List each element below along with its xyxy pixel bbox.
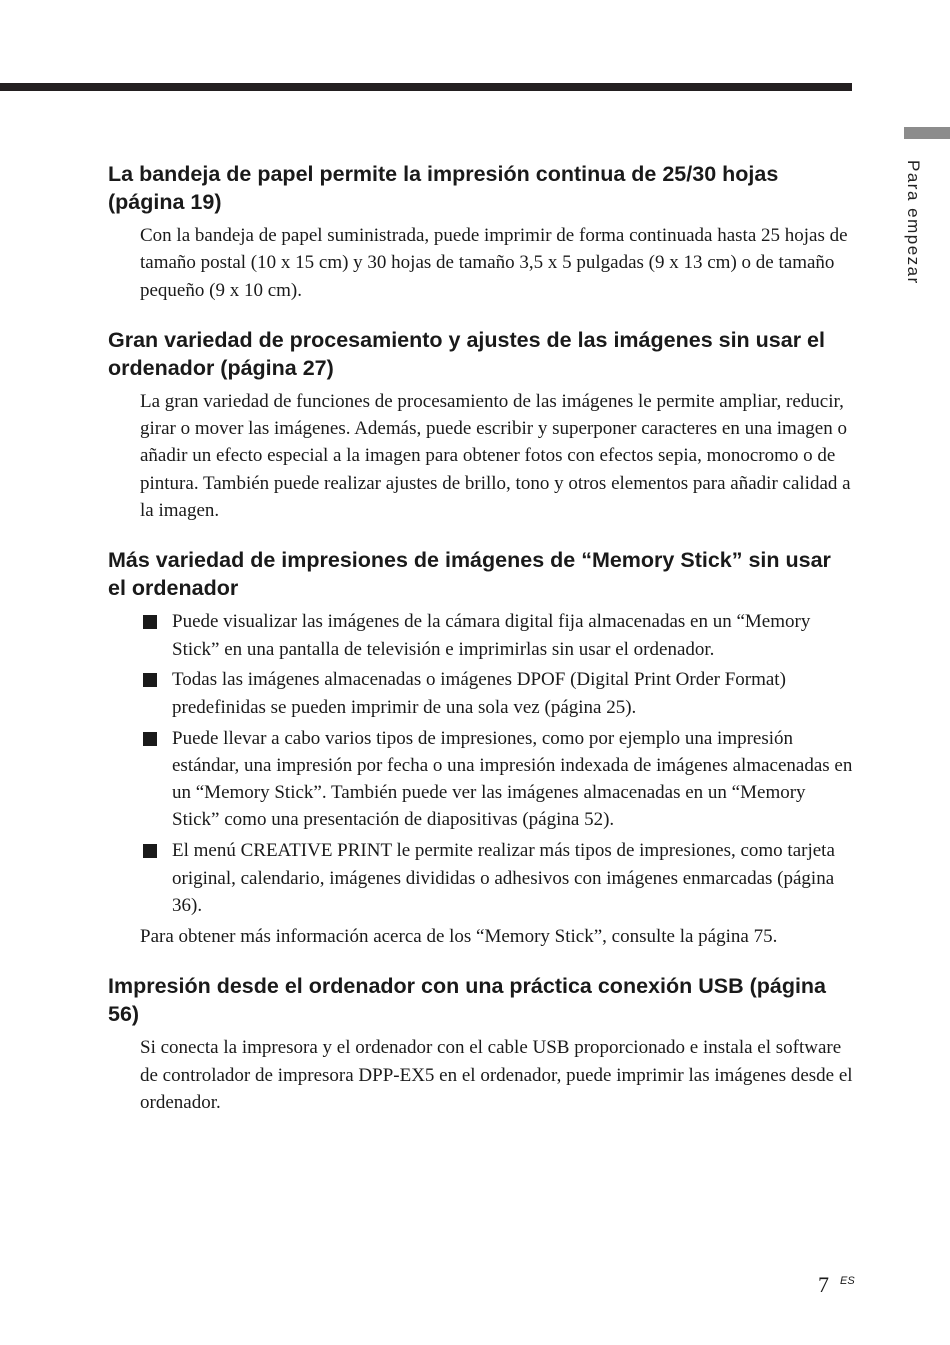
section-paper-tray xyxy=(108,160,853,304)
section-heading: La bandeja de papel permite la impresión continua de 25/30 hojas (página 19) xyxy=(108,162,779,214)
section-tab-marker xyxy=(904,127,950,139)
section-heading: Impresión desde el ordenador con una práctica conexión USB (página 56) xyxy=(108,974,827,1027)
section-body: Con la bandeja de papel suministrada, puede imprimir de forma continuada hasta 25 hojas de tamaño postal (10 x 15 cm) y 30 hojas de tamaño 3,5 x 5 pulgadas (9 x 13 cm) o de tamaño pequeño (9 x 10 cm). xyxy=(140,225,848,301)
bullet-square-icon xyxy=(143,615,157,629)
top-rule xyxy=(0,83,852,91)
list-item xyxy=(140,666,853,721)
section-heading: Más variedad de impresiones de imágenes de “Memory Stick” sin usar el ordenador xyxy=(108,548,831,601)
page-number: 7 xyxy=(818,1272,829,1297)
list-item xyxy=(140,837,853,919)
list-item-text: El menú CREATIVE PRINT le permite realizar más tipos de impresiones, como tarjeta original, calendario, imágenes divididas o adhesivos con imágenes enmarcadas (página 36). xyxy=(172,840,835,916)
bullet-square-icon xyxy=(143,844,157,858)
section-side-label: Para empezar xyxy=(904,160,923,285)
section-body: La gran variedad de funciones de procesamiento de las imágenes le permite ampliar, reducir, girar o mover las imágenes. Además, puede escribir y superponer caracteres en una imagen o añadir un efecto especial a la imagen para obtener fotos con efectos sepia, monocromo o de pintura. También puede realizar ajustes de brillo, tono y otros elementos para añadir calidad a la imagen. xyxy=(140,390,851,522)
section-body: Si conecta la impresora y el ordenador con el cable USB proporcionado e instala el software de controlador de impresora DPP-EX5 en el ordenador, puede imprimir las imágenes desde el ordenador. xyxy=(140,1037,853,1114)
list-item xyxy=(140,725,853,834)
list-item-text: Puede visualizar las imágenes de la cámara digital fija almacenadas en un “Memory Stick” en una pantalla de televisión e imprimirlas sin usar el ordenador. xyxy=(172,611,811,660)
bullet-square-icon xyxy=(143,732,157,746)
list-item-text: Puede llevar a cabo varios tipos de impresiones, como por ejemplo una impresión estándar, una impresión por fecha o una impresión indexada de imágenes almacenadas en un “Memory Stick”. También puede ver las imágenes almacenadas en un “Memory Stick” como una presentación de diapositivas (página 52). xyxy=(172,727,853,831)
page-language-code: ES xyxy=(840,1275,855,1287)
section-memory-stick-printing xyxy=(108,546,853,950)
section-image-processing xyxy=(108,326,853,524)
bullet-square-icon xyxy=(143,673,157,687)
list-item xyxy=(140,608,853,663)
page-content xyxy=(108,160,853,1116)
list-item-text: Todas las imágenes almacenadas o imágenes DPOF (Digital Print Order Format) predefinidas se pueden imprimir de una sola vez (página 25). xyxy=(172,669,786,718)
section-heading: Gran variedad de procesamiento y ajustes de las imágenes sin usar el ordenador (página 27) xyxy=(108,327,825,380)
section-usb-printing xyxy=(108,972,853,1116)
section-note: Para obtener más información acerca de los “Memory Stick”, consulte la página 75. xyxy=(140,926,778,948)
bullet-list xyxy=(140,608,853,919)
